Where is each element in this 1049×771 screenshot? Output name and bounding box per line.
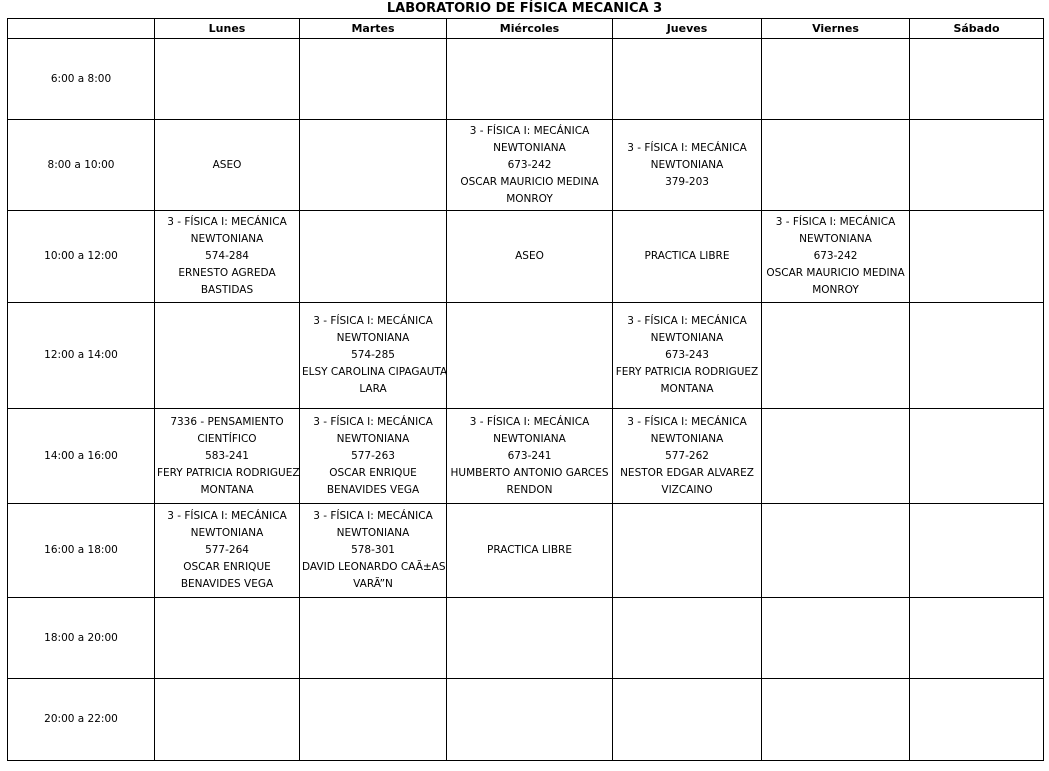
- schedule-cell: [762, 409, 910, 504]
- day-header: Miércoles: [447, 19, 613, 39]
- cell-text-line: BASTIDAS: [200, 284, 254, 296]
- time-slot-label: 16:00 a 18:00: [8, 504, 155, 598]
- cell-text-line: 574-284: [205, 250, 249, 262]
- cell-text-line: 673-243: [665, 349, 709, 361]
- schedule-cell: [447, 504, 613, 598]
- cell-text-line: NEWTONIANA: [650, 432, 724, 445]
- schedule-cell: [613, 504, 762, 598]
- schedule-cell: [300, 504, 447, 598]
- schedule-cell: [910, 679, 1044, 761]
- cell-text-line: MONROY: [812, 284, 859, 296]
- cell-text-line: MONROY: [506, 192, 553, 205]
- day-header: Viernes: [762, 19, 910, 39]
- cell-text-line: 3 - FÍSICA I: MECÁNICA: [627, 315, 747, 327]
- cell-text-line: 3 - FÍSICA I: MECÁNICA: [469, 415, 590, 428]
- cell-text-line: OSCAR ENRIQUE: [329, 466, 417, 479]
- cell-text-line: NEWTONIANA: [336, 527, 410, 539]
- cell-text-line: NEWTONIANA: [190, 233, 264, 245]
- time-column-header: [8, 19, 155, 39]
- schedule-table: [7, 18, 1044, 761]
- cell-text-line: NEWTONIANA: [493, 432, 566, 445]
- schedule-cell: [613, 39, 762, 120]
- schedule-cell: [155, 211, 300, 303]
- time-slot-row: [8, 409, 1044, 504]
- cell-text-line: 3 - FÍSICA I: MECÁNICA: [775, 216, 896, 228]
- schedule-cell: [762, 211, 910, 303]
- schedule-cell: [613, 679, 762, 761]
- cell-text-line: 3 - FÍSICA I: MECÁNICA: [167, 216, 287, 228]
- cell-text-line: 3 - FÍSICA I: MECÁNICA: [167, 510, 287, 522]
- day-header: Martes: [300, 19, 447, 39]
- cell-text-line: NEWTONIANA: [650, 158, 724, 171]
- cell-text-line: 574-285: [351, 349, 395, 361]
- cell-text-line: ASEO: [212, 158, 242, 171]
- cell-text-line: 673-242: [813, 250, 858, 262]
- schedule-cell: [447, 598, 613, 679]
- day-header: Jueves: [613, 19, 762, 39]
- cell-text-line: RENDON: [506, 483, 553, 496]
- cell-text-line: FERY PATRICIA RODRIGUEZ: [157, 466, 300, 479]
- schedule-cell: [300, 120, 447, 211]
- day-header: Lunes: [155, 19, 300, 39]
- schedule-cell: [762, 120, 910, 211]
- schedule-cell: [613, 598, 762, 679]
- cell-text-line: VIZCAINO: [661, 483, 713, 496]
- cell-text-line: BENAVIDES VEGA: [326, 483, 420, 496]
- cell-text-line: 583-241: [205, 449, 249, 462]
- time-slot-label: 12:00 a 14:00: [8, 303, 155, 409]
- cell-text-line: 7336 - PENSAMIENTO: [170, 415, 284, 428]
- time-slot-row: [8, 504, 1044, 598]
- time-slot-label: 14:00 a 16:00: [8, 409, 155, 504]
- cell-text-line: NESTOR EDGAR ALVAREZ: [620, 466, 754, 479]
- cell-text-line: PRACTICA LIBRE: [487, 544, 572, 556]
- time-slot-row: [8, 303, 1044, 409]
- cell-text-line: PRACTICA LIBRE: [644, 250, 730, 262]
- cell-text-line: FERY PATRICIA RODRIGUEZ: [615, 366, 759, 378]
- cell-text-line: ASEO: [515, 250, 544, 262]
- schedule-cell: [613, 303, 762, 409]
- cell-text-line: OSCAR MAURICIO MEDINA: [460, 175, 599, 188]
- schedule-cell: [300, 598, 447, 679]
- time-slot-label: 8:00 a 10:00: [8, 120, 155, 211]
- cell-text-line: OSCAR MAURICIO MEDINA: [766, 267, 905, 279]
- schedule-cell: [447, 303, 613, 409]
- cell-text-line: 578-301: [351, 544, 395, 556]
- schedule-cell: [300, 679, 447, 761]
- time-slot-label: 6:00 a 8:00: [8, 39, 155, 120]
- schedule-cell: [762, 303, 910, 409]
- schedule-cell: [300, 409, 447, 504]
- schedule-cell: [300, 39, 447, 120]
- schedule-cell: [447, 679, 613, 761]
- cell-text-line: NEWTONIANA: [336, 332, 410, 344]
- cell-text-line: 3 - FÍSICA I: MECÁNICA: [313, 315, 433, 327]
- schedule-cell: [447, 409, 613, 504]
- header-row: [8, 19, 1044, 39]
- cell-text-line: 3 - FÍSICA I: MECÁNICA: [627, 141, 747, 154]
- schedule-cell: [762, 39, 910, 120]
- day-header: Sábado: [910, 19, 1044, 39]
- cell-text-line: HUMBERTO ANTONIO GARCES: [450, 466, 609, 479]
- cell-text-line: ELSY CAROLINA CIPAGAUTA: [302, 366, 448, 378]
- schedule-cell: [447, 120, 613, 211]
- cell-text-line: 577-262: [665, 449, 709, 462]
- cell-text-line: 673-241: [507, 449, 552, 462]
- schedule-body: [8, 39, 1044, 761]
- schedule-cell: [762, 504, 910, 598]
- schedule-cell: [910, 504, 1044, 598]
- schedule-cell: [762, 598, 910, 679]
- cell-text-line: NEWTONIANA: [336, 432, 410, 445]
- cell-text-line: ERNESTO AGREDA: [178, 267, 276, 279]
- schedule-cell: [300, 211, 447, 303]
- cell-text-line: DAVID LEONARDO CAÃ±AS: [302, 561, 446, 573]
- schedule-cell: [613, 211, 762, 303]
- cell-text-line: 3 - FÍSICA I: MECÁNICA: [313, 510, 433, 522]
- cell-text-line: 3 - FÍSICA I: MECÁNICA: [627, 415, 747, 428]
- time-slot-row: [8, 679, 1044, 761]
- cell-text-line: VARÃ”N: [353, 578, 393, 590]
- time-slot-row: [8, 120, 1044, 211]
- cell-text-line: 3 - FÍSICA I: MECÁNICA: [469, 124, 590, 137]
- cell-text-line: CIENTÍFICO: [197, 432, 257, 445]
- cell-text-line: 577-263: [351, 449, 395, 462]
- cell-text-line: LARA: [359, 383, 387, 395]
- cell-text-line: OSCAR ENRIQUE: [183, 561, 271, 573]
- time-slot-label: 20:00 a 22:00: [8, 679, 155, 761]
- cell-text-line: NEWTONIANA: [493, 141, 566, 154]
- time-slot-row: [8, 39, 1044, 120]
- cell-text-line: 673-242: [507, 158, 552, 171]
- schedule-cell: [910, 598, 1044, 679]
- time-slot-row: [8, 211, 1044, 303]
- time-slot-label: 10:00 a 12:00: [8, 211, 155, 303]
- time-slot-row: [8, 598, 1044, 679]
- schedule-cell: [155, 120, 300, 211]
- schedule-cell: [613, 120, 762, 211]
- schedule-cell: [447, 39, 613, 120]
- schedule-cell: [300, 303, 447, 409]
- cell-text-line: NEWTONIANA: [650, 332, 724, 344]
- time-slot-label: 18:00 a 20:00: [8, 598, 155, 679]
- schedule-cell: [762, 679, 910, 761]
- schedule-cell: [155, 39, 300, 120]
- page-title: LABORATORIO DE FÍSICA MECANICA 3: [386, 1, 663, 16]
- schedule-cell: [910, 303, 1044, 409]
- schedule-cell: [910, 120, 1044, 211]
- cell-text-line: 577-264: [205, 544, 249, 556]
- schedule-cell: [910, 39, 1044, 120]
- schedule-cell: [155, 679, 300, 761]
- cell-text-line: 3 - FÍSICA I: MECÁNICA: [313, 415, 433, 428]
- schedule-cell: [155, 504, 300, 598]
- schedule-cell: [155, 598, 300, 679]
- schedule-cell: [155, 409, 300, 504]
- cell-text-line: NEWTONIANA: [799, 233, 872, 245]
- schedule-cell: [447, 211, 613, 303]
- schedule-cell: [155, 303, 300, 409]
- cell-text-line: MONTANA: [200, 483, 254, 496]
- schedule-cell: [910, 409, 1044, 504]
- cell-text-line: MONTANA: [660, 383, 714, 395]
- cell-text-line: NEWTONIANA: [190, 527, 264, 539]
- cell-text-line: 379-203: [665, 175, 709, 188]
- schedule-cell: [613, 409, 762, 504]
- cell-text-line: BENAVIDES VEGA: [180, 578, 274, 590]
- schedule-cell: [910, 211, 1044, 303]
